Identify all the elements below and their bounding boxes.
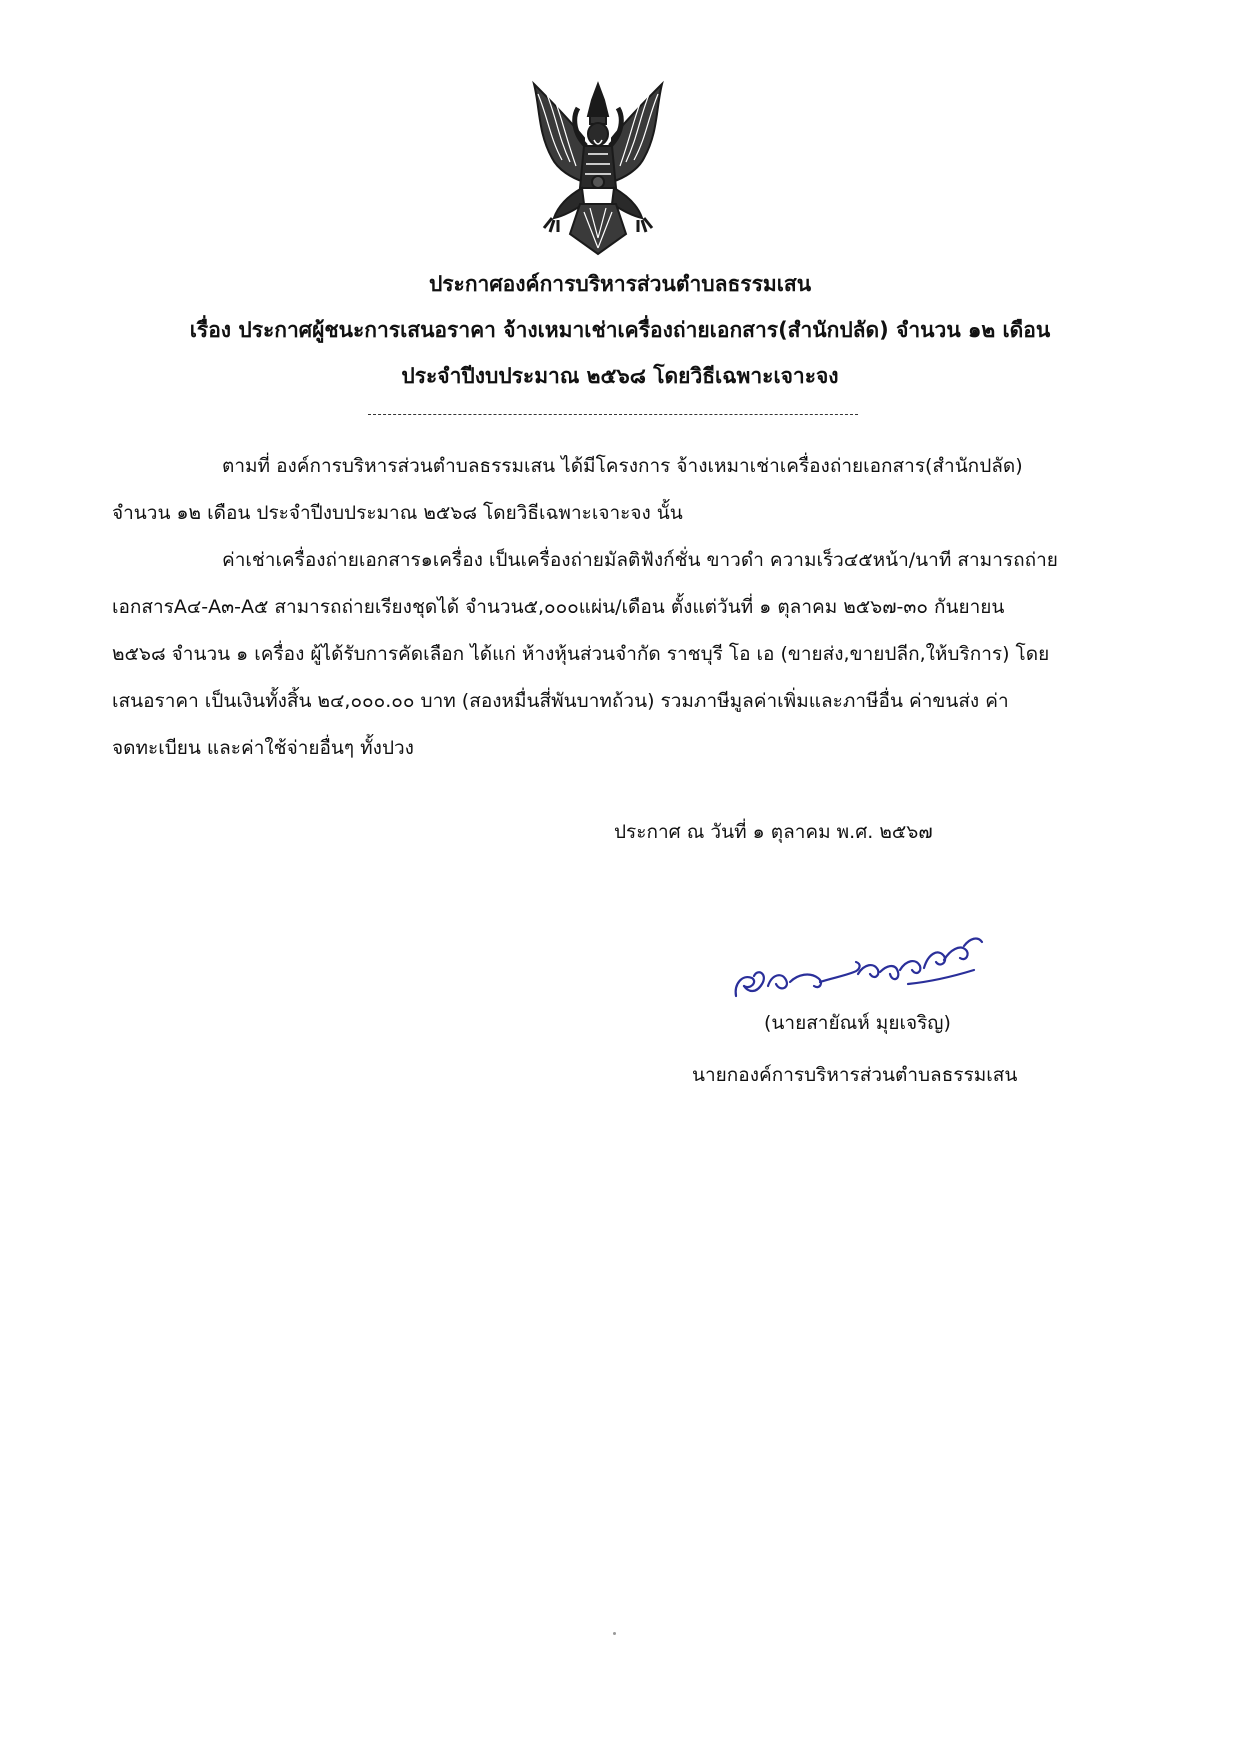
header-divider <box>368 414 858 415</box>
paragraph-1-line-2: จำนวน ๑๒ เดือน ประจำปีงบประมาณ ๒๕๖๘ โดยวิธีเฉพาะเจาะจง นั้น <box>112 502 683 524</box>
announcement-heading: ประกาศองค์การบริหารส่วนตำบลธรรมเสน <box>428 272 812 296</box>
paragraph-2-line-1: ค่าเช่าเครื่องถ่ายเอกสาร๑เครื่อง เป็นเครื่องถ่ายมัลติฟังก์ชั่น ขาวดำ ความเร็ว๔๕หน้า/นาที สามารถถ่าย <box>222 549 1058 571</box>
announcement-subject-cont: ประจำปีงบประมาณ ๒๕๖๘ โดยวิธีเฉพาะเจาะจง <box>401 364 839 388</box>
handwritten-signature <box>728 924 992 1008</box>
paragraph-2-line-4: เสนอราคา เป็นเงินทั้งสิ้น ๒๔,๐๐๐.๐๐ บาท (สองหมื่นสี่พันบาทถ้วน) รวมภาษีมูลค่าเพิ่มและภาษีอื่น ค่าขนส่ง ค่า <box>112 690 1009 712</box>
paragraph-2-line-5: จดทะเบียน และค่าใช้จ่ายอื่นๆ ทั้งปวง <box>112 737 414 759</box>
announcement-subject: เรื่อง ประกาศผู้ชนะการเสนอราคา จ้างเหมาเช่าเครื่องถ่ายเอกสาร(สำนักปลัด) จำนวน ๑๒ เดือน <box>189 318 1051 342</box>
paragraph-2-line-2: เอกสารA๔-A๓-A๕ สามารถถ่ายเรียงชุดได้ จำนวน๕,๐๐๐แผ่น/เดือน ตั้งแต่วันที่ ๑ ตุลาคม ๒๕๖๗-๓๐ กันยายน <box>112 596 1005 618</box>
paragraph-1-line-1: ตามที่ องค์การบริหารส่วนตำบลธรรมเสน ได้มีโครงการ จ้างเหมาเช่าเครื่องถ่ายเอกสาร(สำนักปลัด) <box>222 455 1023 477</box>
signatory-title: นายกองค์การบริหารส่วนตำบลธรรมเสน <box>692 1064 1018 1086</box>
scan-speck <box>613 1632 616 1635</box>
signatory-name: (นายสายัณห์ มุยเจริญ) <box>764 1012 951 1034</box>
announcement-date: ประกาศ ณ วันที่ ๑ ตุลาคม พ.ศ. ๒๕๖๗ <box>614 821 933 843</box>
garuda-emblem-icon <box>528 78 668 256</box>
paragraph-2-line-3: ๒๕๖๘ จำนวน ๑ เครื่อง ผู้ได้รับการคัดเลือก ได้แก่ ห้างหุ้นส่วนจำกัด ราชบุรี โอ เอ (ขายส่ง,ขายปลีก,ให้บริการ) โดย <box>112 643 1050 665</box>
